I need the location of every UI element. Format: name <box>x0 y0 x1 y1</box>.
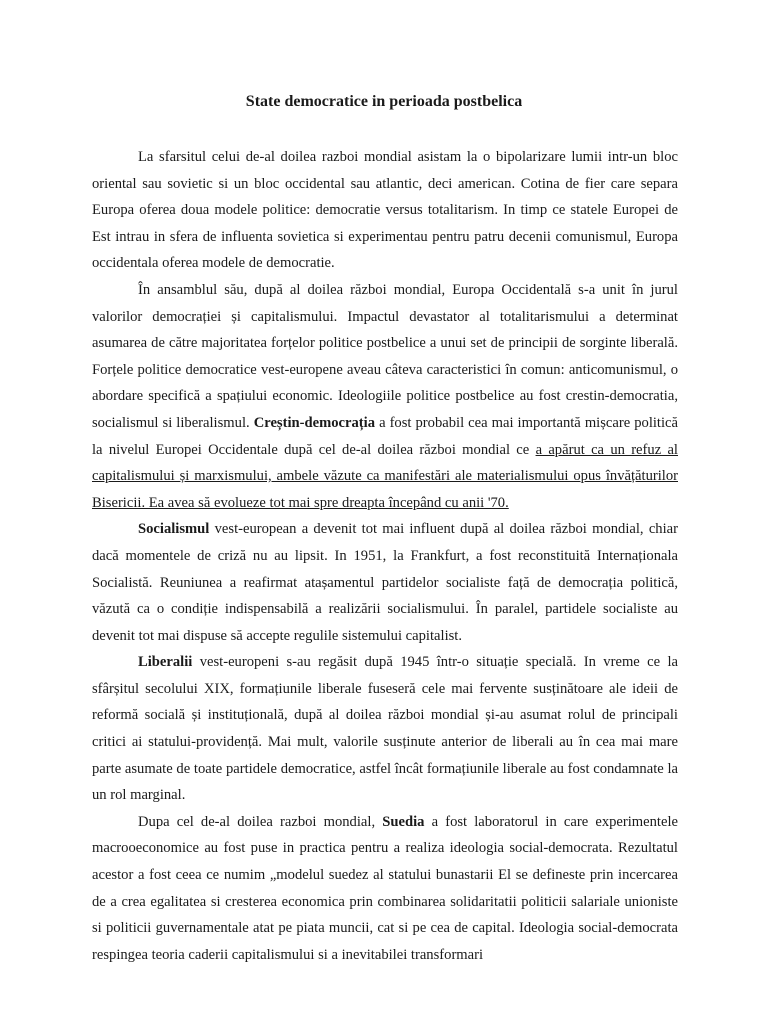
paragraph-bipolarization <box>92 144 678 277</box>
paragraph-western-europe <box>92 277 678 516</box>
paragraph-text: a fost laboratorul in care experimentele macrooeconomice au fost puse in practica pentru a realiza ideologia social-democrata. Rezultatul acestor a fost ceea ce numim „modelul suedez al statului bunastarii El se defineste prin incercarea de a crea egalitatea si cresterea economica prin combinarea solidaritatii politicii salariale unioniste si politicii guvernamentale atat pe piata muncii, cat si pe cea de capital. Ideologia social-democrata respingea teoria caderii capitalismului si a inevitabilei transformari <box>92 813 678 963</box>
page-title: State democratice in perioada postbelica <box>245 93 523 110</box>
bold-term-socialism: Socialismul <box>138 521 210 538</box>
paragraph-text: vest-european a devenit tot mai influent după al doilea război mondial, chiar dacă momentele de criză nu au lipsit. In 1951, la Frankfurt, a fost reconstituită Internaționala Socialistă. Reuniunea a reafirmat atașamentul partidelor socialiste față de democrația politică, văzută ca o condiție indispensabilă a realizării socialismului. În paralel, partidele socialiste au devenit tot mai dispuse să accepte regulile sistemului capitalist. <box>92 521 678 644</box>
paragraph-socialism <box>92 516 678 649</box>
bold-term-sweden: Suedia <box>382 813 425 830</box>
underlined-passage: a apărut ca un refuz al capitalismului și marxismului, ambele văzute ca manifestări ale materialismului opus învățăturilor Bisericii. Ea avea să evolueze tot mai spre dreapta începând cu anii '70. <box>92 441 678 511</box>
paragraph-text: vest-europeni s-au regăsit după 1945 într-o situație specială. In vreme ce la sfârșitul secolului XIX, formațiunile liberale fuseseră cele mai fervente susținătoare ale ideii de reformă socială și instituțională, după al doilea război mondial și-au asumat rolul de principali critici ai statului-providență. Mai mult, valorile susținute anterior de liberali au în cea mai mare parte asumate de toate partidele democratice, astfel încât formațiunile liberale au fost condamnate la un rol marginal. <box>92 654 678 804</box>
paragraph-text: a fost probabil cea mai importantă mișcare politică la nivelul Europei Occidentale după cel de-al doilea război mondial ce <box>92 414 678 458</box>
paragraph-liberals <box>92 649 678 809</box>
bold-term-liberals: Liberalii <box>138 654 193 671</box>
paragraph-text: În ansamblul său, după al doilea război mondial, Europa Occidentală s-a unit în jurul valorilor democrației și capitalismului. Impactul devastator al totalitarismului a determinat asumarea de către majoritatea forțelor politice postbelice a unui set de principii de sorginte liberală. Forțele politice democratice vest-europene aveau câteva caracteristici în comun: anticomunismul, o abordare specifică a spațiului economic. Ideologiile politice postbelice au fost crestin-democratia, socialismul si liberalismul. <box>92 281 678 431</box>
bold-term-christian-democracy: Creștin-democrația <box>253 414 376 431</box>
paragraph-text: Dupa cel de-al doilea razboi mondial, <box>138 813 376 830</box>
paragraph-sweden <box>92 809 678 969</box>
document-body <box>92 144 678 968</box>
paragraph-text: La sfarsitul celui de-al doilea razboi mondial asistam la o bipolarizare lumii intr-un bloc oriental sau sovietic si un bloc occidental sau atlantic, deci american. Cotina de fier care separa Europa oferea doua modele politice: democratie versus totalitarism. In timp ce statele Europei de Est intrau in sfera de influenta sovietica si experimentau pentru patru decenii comunismul, Europa occidentala oferea modele de democratie. <box>92 149 678 272</box>
